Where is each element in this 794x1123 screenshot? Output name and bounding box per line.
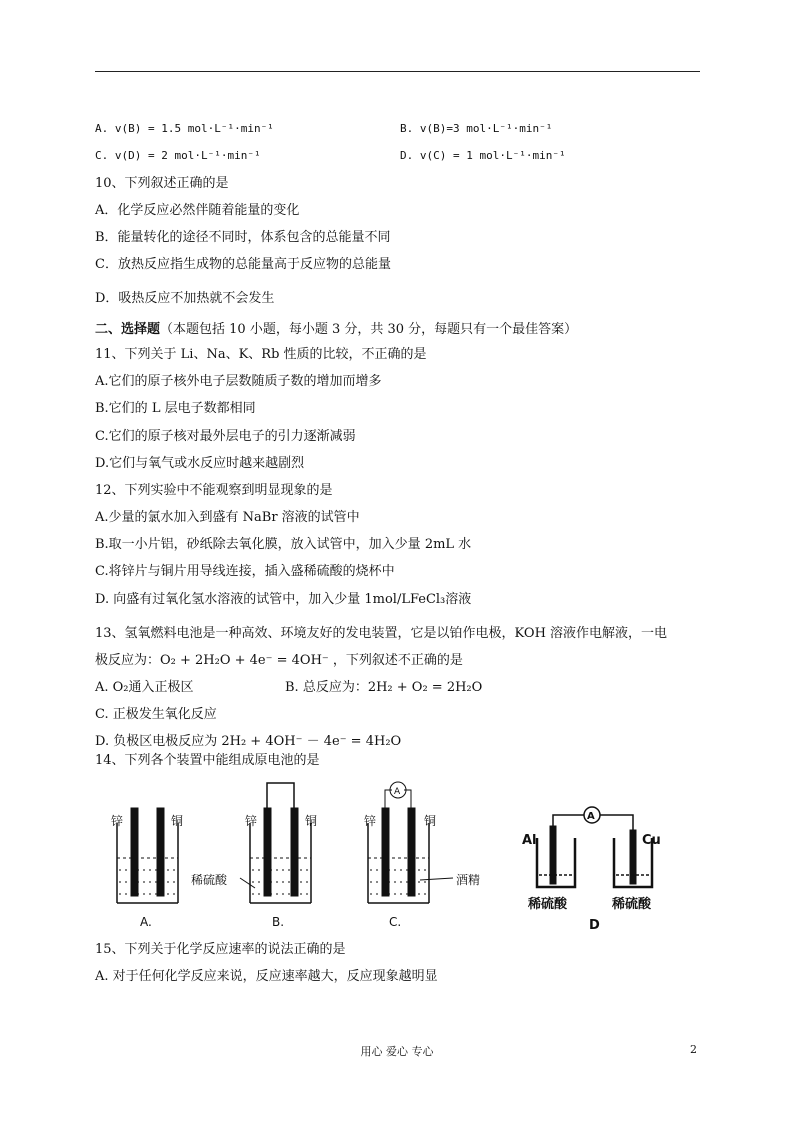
q13-stem-line2: 极反应为：O₂ + 2H₂O + 4e⁻ = 4OH⁻ ，下列叙述不正确的是 [95, 653, 463, 668]
page-footer: 用心 爱心 专心 [360, 1045, 434, 1058]
q9-option-a: A. v(B) = 1.5 mol·L⁻¹·min⁻¹ [95, 122, 274, 135]
right-acid-label: 稀硫酸 [612, 897, 652, 912]
q12-option-a: A.少量的氯水加入到盛有 NaBr 溶液的试管中 [95, 510, 360, 525]
q10-option-d: D．吸热反应不加热就不会发生 [95, 291, 275, 306]
setup-a-cu-label: 铜 [171, 814, 184, 828]
left-acid-label: 稀硫酸 [528, 897, 568, 912]
setup-c-label: C. [389, 915, 402, 929]
q14-apparatus-figure [95, 778, 715, 935]
setup-d-label: D [589, 918, 600, 933]
setup-b-cu-label: 铜 [305, 814, 318, 828]
section-note: （本题包括 10 小题，每小题 3 分，共 30 分，每题只有一个最佳答案） [160, 322, 578, 337]
setup-c-zn-label: 锌 [364, 814, 377, 828]
q12-stem: 12、下列实验中不能观察到明显现象的是 [95, 483, 333, 498]
q12-option-c: C.将锌片与铜片用导线连接，插入盛稀硫酸的烧杯中 [95, 564, 395, 579]
aluminum-label: Al [522, 833, 537, 848]
setup-c [368, 782, 453, 903]
q13-option-d: D. 负极区电极反应为 2H₂ + 4OH⁻ － 4e⁻ = 4H₂O [95, 734, 402, 749]
q15-stem: 15、下列关于化学反应速率的说法正确的是 [95, 942, 346, 957]
setup-c-ammeter-label: A [394, 787, 401, 797]
setup-b-label: B. [272, 915, 285, 929]
section-title: 二、选择题 [95, 322, 161, 337]
q11-option-c: C.它们的原子核对最外层电子的引力逐渐减弱 [95, 429, 356, 444]
q10-stem: 10、下列叙述正确的是 [95, 176, 229, 191]
page-number: 2 [690, 1043, 697, 1056]
q10-option-a: A．化学反应必然伴随着能量的变化 [95, 203, 300, 218]
q10-option-b: B．能量转化的途径不同时，体系包含的总能量不同 [95, 230, 391, 245]
alcohol-label: 酒精 [456, 873, 481, 887]
q15-option-a: A. 对于任何化学反应来说，反应速率越大，反应现象越明显 [95, 969, 438, 984]
section-heading [95, 322, 577, 338]
setup-b [240, 783, 311, 903]
q11-stem: 11、下列关于 Li、Na、K、Rb 性质的比较，不正确的是 [95, 347, 427, 362]
q9-option-b: B. v(B)=3 mol·L⁻¹·min⁻¹ [400, 122, 553, 135]
setup-a-label: A. [140, 915, 152, 929]
q13-option-b: B. 总反应为：2H₂ + O₂ = 2H₂O [285, 680, 483, 695]
q14-stem: 14、下列各个装置中能组成原电池的是 [95, 753, 320, 768]
q11-option-d: D.它们与氧气或水反应时越来越剧烈 [95, 456, 305, 471]
q11-option-b: B.它们的 L 层电子数都相同 [95, 401, 256, 416]
q13-stem-line1: 13、氢氧燃料电池是一种高效、环境友好的发电装置，它是以铂作电极，KOH 溶液作电解液，一电 [95, 626, 668, 641]
q12-option-d: D. 向盛有过氧化氢水溶液的试管中，加入少量 1mol/LFeCl₃溶液 [95, 592, 472, 607]
header-rule [95, 71, 700, 72]
q11-option-a: A.它们的原子核外电子层数随质子数的增加而增多 [95, 374, 382, 389]
setup-b-zn-label: 锌 [245, 814, 258, 828]
q13-option-c: C. 正极发生氧化反应 [95, 707, 217, 722]
setup-a-zn-label: 锌 [111, 814, 124, 828]
q12-option-b: B.取一小片铝，砂纸除去氧化膜，放入试管中，加入少量 2mL 水 [95, 537, 472, 552]
setup-d-ammeter-label: A [587, 811, 595, 822]
setup-c-cu-label: 铜 [424, 814, 437, 828]
setup-a [117, 808, 178, 903]
dilute-acid-label: 稀硫酸 [191, 873, 228, 887]
q10-option-c: C．放热反应指生成物的总能量高于反应物的总能量 [95, 257, 391, 272]
copper-en-label: Cu [642, 833, 661, 848]
q9-option-d: D. v(C) = 1 mol·L⁻¹·min⁻¹ [400, 149, 566, 162]
q9-option-c: C. v(D) = 2 mol·L⁻¹·min⁻¹ [95, 149, 261, 162]
q13-option-a: A. O₂通入正极区 [95, 680, 194, 695]
